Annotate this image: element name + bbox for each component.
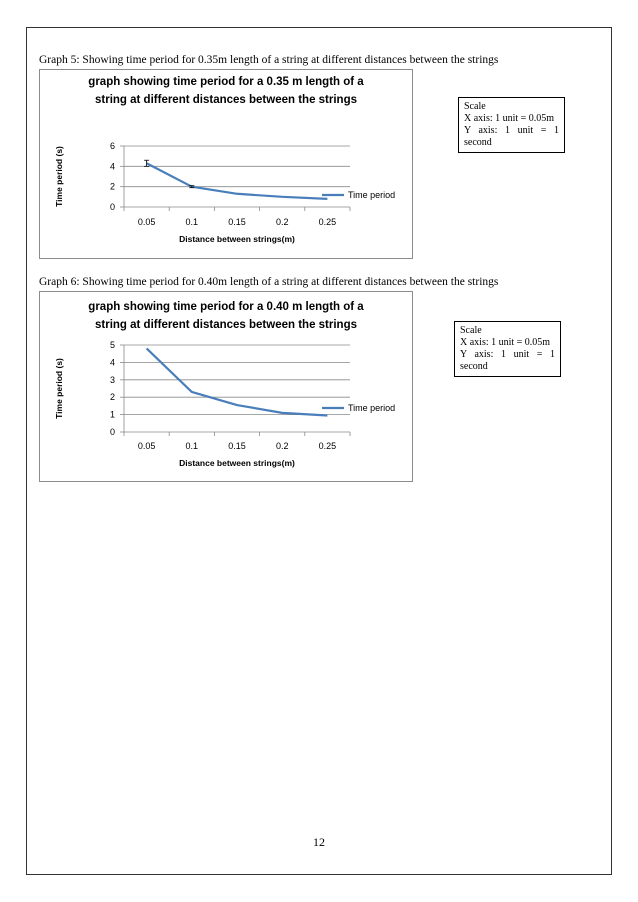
chart-title: graph showing time period for a 0.40 m length of a [88,301,364,313]
scale-title: Scale [460,325,482,336]
y-tick-label: 0 [109,202,115,212]
y-axis-title: Time period (s) [54,358,64,419]
graph-6-chart [39,291,413,482]
chart-title: graph showing time period for a 0.35 m length of a [88,76,364,88]
x-tick-label: 0.2 [275,217,289,227]
scale-x-axis: X axis: 1 unit = 0.05m [460,337,551,348]
y-tick-label: 0 [109,427,115,437]
x-tick-label: 0.05 [137,441,156,451]
x-tick-label: 0.25 [318,441,337,451]
x-tick-label: 0.15 [228,217,246,227]
y-tick-label: 1 [109,409,115,420]
y-axis-title: Time period (s) [54,146,64,207]
graph-6-svg [40,292,412,481]
graph-6-caption: Graph 6: Showing time period for 0.40m length of a string at different distances between the strings [39,276,499,288]
graph-6-scale-box [454,321,561,377]
graph-5-svg [40,70,412,258]
graph-5-scale-box [458,97,565,153]
scale-title: Scale [464,101,486,112]
series-line [147,348,328,415]
chart-title: string at different distances between the strings [95,94,357,106]
scale-y-axis: Y axis: 1 unit = 1 second [460,349,555,372]
graph-5-caption: Graph 5: Showing time period for 0.35m length of a string at different distances between the strings [39,54,499,66]
y-tick-label: 2 [109,392,115,403]
series-line [147,163,328,199]
x-tick-label: 0.25 [318,217,337,227]
x-tick-label: 0.05 [137,217,156,227]
x-tick-label: 0.1 [185,441,199,451]
page-number: 12 [313,835,325,849]
y-tick-label: 4 [109,161,115,172]
x-tick-label: 0.15 [228,441,246,451]
legend-label: Time period [348,403,396,413]
graph-5-chart [39,69,413,259]
x-axis-title: Distance between strings(m) [179,458,295,468]
scale-y-axis: Y axis: 1 unit = 1 second [464,125,559,148]
x-axis-title: Distance between strings(m) [179,234,295,244]
chart-title: string at different distances between the strings [95,319,357,331]
x-tick-label: 0.2 [275,441,289,451]
scale-x-axis: X axis: 1 unit = 0.05m [464,113,555,124]
y-tick-label: 3 [109,374,115,385]
x-tick-label: 0.1 [185,217,199,227]
y-tick-label: 5 [109,340,115,350]
y-tick-label: 2 [109,181,115,192]
y-tick-label: 4 [109,357,115,368]
legend-label: Time period [348,190,396,200]
y-tick-label: 6 [109,141,115,151]
